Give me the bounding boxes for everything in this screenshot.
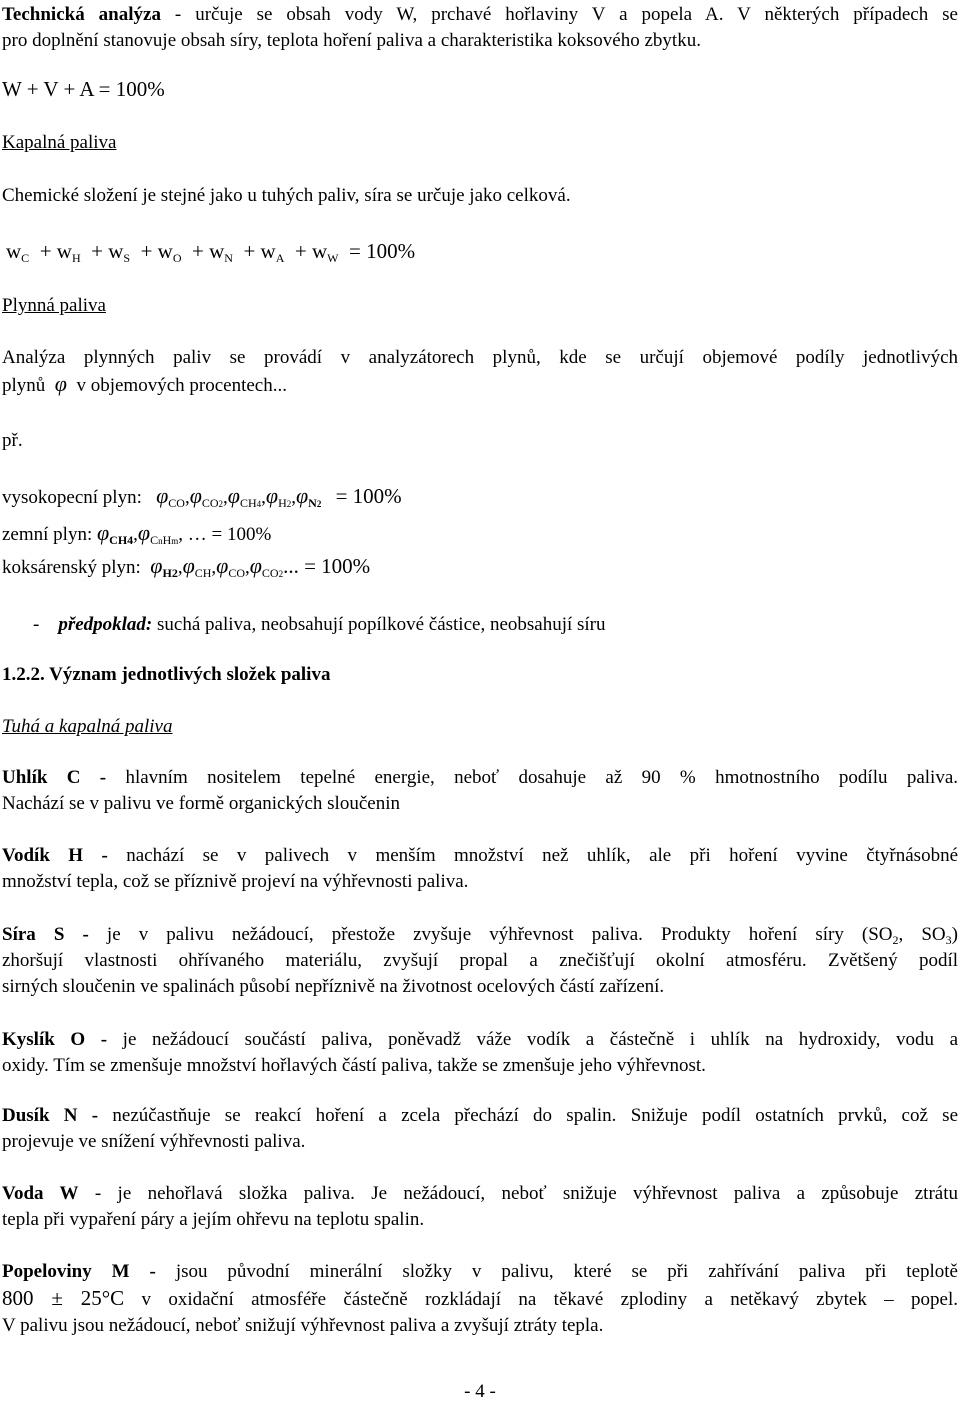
element-nitrogen: Dusík N - nezúčastňuje se reakcí hoření a zcela přechází do spalin. Snižuje podíl ostatních prvků, což se projevuje ve snížení výhřevnosti paliva. bbox=[2, 1105, 958, 1152]
natural-gas-line: zemní plyn: $\varphi_{CH4},\varphi_{CnHm}$, … = 100% bbox=[2, 520, 272, 547]
blast-furnace-gas-line: vysokopecní plyn: $\varphi_{CO},\varphi_{CO2},\varphi_{CH4},\varphi_{H2},\varphi_{N2}$ = 100% bbox=[2, 483, 402, 510]
coke-oven-gas-line: koksárenský plyn: $\varphi_{H2},\varphi_{CH},\varphi_{CO},\varphi_{CO2}$... = 100% bbox=[2, 553, 371, 580]
equation-mass-fractions: $w_C + w_H + w_S + w_O + w_N + w_A + w_W = 100\%$ bbox=[6, 239, 416, 265]
assumption-line: - předpoklad: suchá paliva, neobsahují popílkové částice, neobsahují síru bbox=[33, 614, 606, 635]
element-ash: Popeloviny M - jsou původní minerální složky v palivu, které se při zahřívání paliva při teplotě 800 ± 25°C v oxidační atmosféře částečně rozkládají na těkavé zplodiny a netěkavý zbytek – popel. V palivu jsou nežádoucí, neboť snižují výhřevnost paliva a zvyšují ztráty tepla. bbox=[2, 1261, 958, 1336]
element-carbon: Uhlík C - hlavním nositelem tepelné energie, neboť dosahuje až 90 % hmotnostního podílu paliva. Nachází se v palivu ve formě organických sloučenin bbox=[2, 767, 958, 814]
page-number: - 4 - bbox=[464, 1381, 496, 1402]
heading-gaseous-fuels: Plynná paliva bbox=[2, 295, 106, 316]
section-heading: 1.2.2. Význam jednotlivých složek paliva bbox=[2, 664, 331, 685]
intro-line-1: Technická analýza - určuje se obsah vody W, prchavé hořlaviny V a popela A. V některých případech se bbox=[2, 4, 958, 25]
gas-analysis-line-2: plynů φ v objemových procentech... bbox=[2, 371, 287, 396]
element-oxygen: Kyslík O - je nežádoucí součástí paliva, poněvadž váže vodík a částečně i uhlík na hydroxidy, vodu a oxidy. Tím se zmenšuje množství hořlavých částí paliva, takže se zmenšuje jeho výhřevnost. bbox=[2, 1029, 958, 1076]
phi-symbol: φ bbox=[54, 371, 67, 396]
intro-paragraph bbox=[2, 2, 958, 54]
gas-analysis-paragraph bbox=[2, 345, 958, 399]
subsection-heading: Tuhá a kapalná paliva bbox=[2, 716, 173, 737]
temperature-value: 800 ± 25°C bbox=[2, 1286, 125, 1310]
gas-analysis-line-1: Analýza plynných paliv se provádí v analyzátorech plynů, kde se určují objemové podíly jednotlivých bbox=[2, 347, 958, 368]
element-sulfur: Síra S - je v palivu nežádoucí, přestože zvyšuje výhřevnost paliva. Produkty hoření síry ($SO_2$, $SO_3$) zhoršují vlastnosti ohřívaného materiálu, zvyšují propal a znečišťují okolní atmosféru. Zvětšený podíl sirných sloučenin ve spalinách působí nepříznivě na životnost ocelových částí zařízení. bbox=[2, 924, 958, 997]
intro-line-2: pro doplnění stanovuje obsah síry, teplota hoření paliva a charakteristika koksového zbytku. bbox=[2, 30, 701, 51]
example-label: př. bbox=[2, 430, 23, 451]
liquid-fuels-text: Chemické složení je stejné jako u tuhých paliv, síra se určuje jako celková. bbox=[2, 185, 571, 206]
element-hydrogen: Vodík H - nachází se v palivech v menším množství než uhlík, ale při hoření vyvine čtyřnásobné množství tepla, což se příznivě projeví na výhřevnosti paliva. bbox=[2, 845, 958, 892]
intro-label: Technická analýza bbox=[2, 4, 161, 25]
heading-liquid-fuels: Kapalná paliva bbox=[2, 132, 117, 153]
equation-wva: W + V + A = 100% bbox=[2, 77, 165, 101]
element-water: Voda W - je nehořlavá složka paliva. Je nežádoucí, neboť snižuje výhřevnost paliva a způsobuje ztrátu tepla při vypaření páry a jejím ohřevu na teplotu spalin. bbox=[2, 1183, 958, 1230]
